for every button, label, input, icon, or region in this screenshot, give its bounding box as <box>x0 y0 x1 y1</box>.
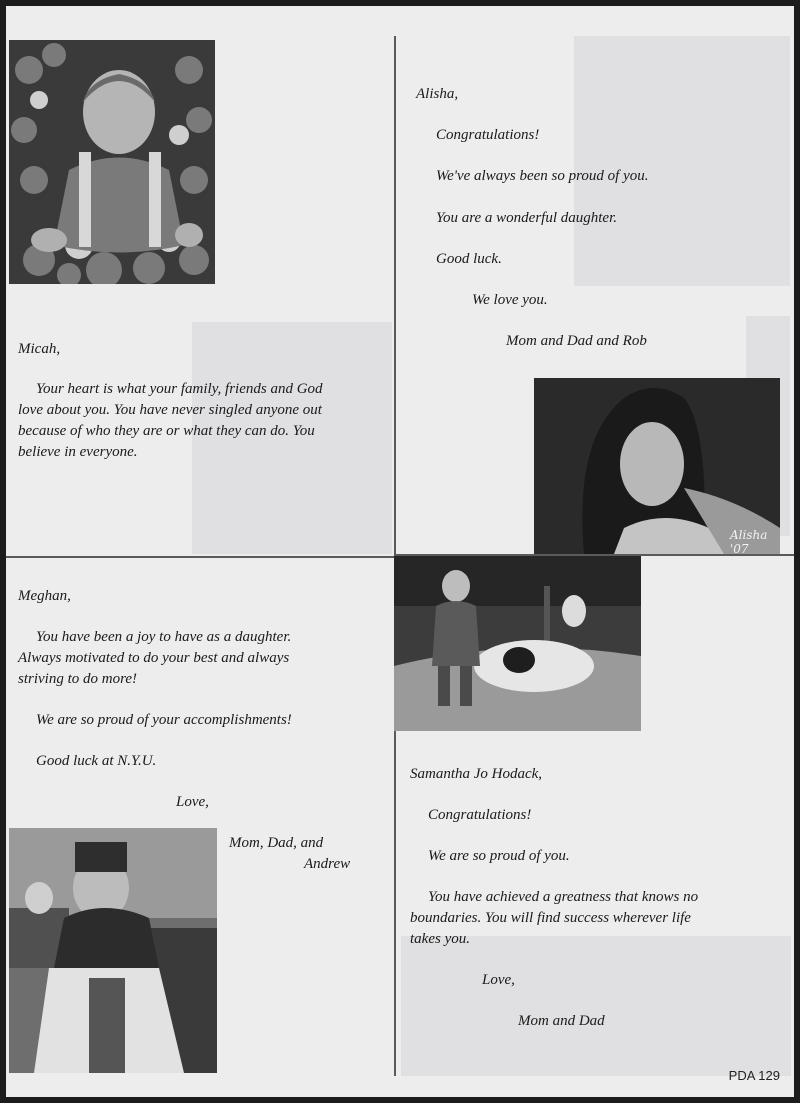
alisha-greeting: Alisha, <box>416 86 459 102</box>
samantha-message-line: takes you. <box>410 931 470 947</box>
samantha-love: Love, <box>482 972 515 988</box>
meghan-signoff: Mom, Dad, and <box>229 835 324 851</box>
samantha-signoff: Mom and Dad <box>518 1013 605 1029</box>
child-in-ball-pit-image <box>9 40 215 284</box>
meghan-greeting: Meghan, <box>18 588 71 604</box>
alisha-signoff: Mom and Dad and Rob <box>506 333 647 349</box>
horizontal-divider-left <box>6 556 396 558</box>
samantha-greeting: Samantha Jo Hodack, <box>410 766 543 782</box>
micah-message-line: because of who they are or what they can do. You <box>18 423 315 439</box>
page-number <box>729 1068 780 1083</box>
page-label: PDA <box>728 1068 755 1083</box>
alisha-congrats: Congratulations! <box>436 127 540 143</box>
samantha-message-line: boundaries. You will find success wherever life <box>410 910 691 926</box>
meghan-message-line: Always motivated to do your best and always <box>18 650 290 666</box>
meghan-photo <box>9 828 217 1073</box>
child-in-costume-image <box>9 828 217 1073</box>
samantha-congrats: Congratulations! <box>428 807 532 823</box>
micah-photo <box>9 40 215 284</box>
meghan-message-line: We are so proud of your accomplishments! <box>36 712 292 728</box>
photo-signature: Alisha '07 <box>730 528 768 554</box>
samantha-message-line: We are so proud of you. <box>428 848 570 864</box>
page-number-value: 129 <box>758 1068 780 1083</box>
micah-message-line: Your heart is what your family, friends and God <box>36 381 323 397</box>
micah-greeting: Micah, <box>18 341 61 357</box>
alisha-message-line: We've always been so proud of you. <box>436 168 649 184</box>
meghan-message-line: Good luck at N.Y.U. <box>36 753 157 769</box>
samantha-message-line: You have achieved a greatness that knows no <box>428 889 699 905</box>
meghan-signoff: Andrew <box>304 856 351 872</box>
alisha-love: We love you. <box>472 292 548 308</box>
alisha-message-line: You are a wonderful daughter. <box>436 210 617 226</box>
meghan-message-line: You have been a joy to have as a daughter. <box>36 629 292 645</box>
child-with-calf-image <box>394 556 641 731</box>
bleed-through-box <box>401 936 791 1076</box>
meghan-message-line: striving to do more! <box>18 671 138 687</box>
micah-message-line: believe in everyone. <box>18 444 138 460</box>
samantha-photo <box>394 556 641 731</box>
alisha-message-line: Good luck. <box>436 251 502 267</box>
alisha-photo <box>534 378 780 554</box>
micah-message-line: love about you. You have never singled anyone out <box>18 402 322 418</box>
meghan-love: Love, <box>176 794 209 810</box>
yearbook-page <box>6 6 794 1097</box>
bleed-through-box <box>574 36 790 286</box>
